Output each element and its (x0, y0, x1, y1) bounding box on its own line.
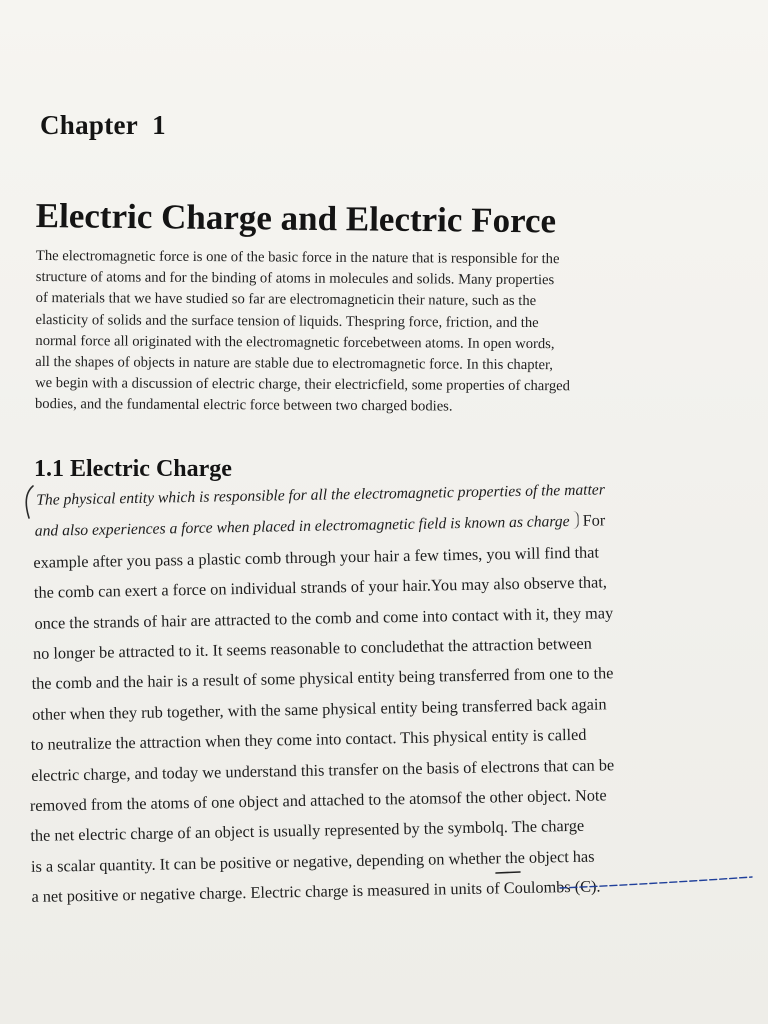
body-line: electric charge, and today we understand this transfer on the basis of electrons that can be (31, 754, 615, 785)
body-line: the comb can exert a force on individual strands of your hair.You may also observe that, (33, 572, 608, 603)
intro-line: structure of atoms and for the binding of atoms in molecules and solids. Many properties (35, 269, 555, 289)
pen-dash-mark-icon (494, 866, 524, 878)
body-line: example after you pass a plastic comb through your hair a few times, you will find that (33, 542, 600, 572)
body-line: to neutralize the attraction when they come into contact. This physical entity is called (30, 724, 587, 755)
chapter-word: Chapter (40, 110, 139, 140)
definition-rest-text: For (578, 510, 606, 531)
intro-line: normal force all originated with the electromagnetic forcebetween atoms. In open words, (35, 332, 555, 352)
body-line: a net positive or negative charge. Electric charge is measured in units of Coulombs (C). (31, 876, 601, 907)
body-line: once the strands of hair are attracted to the comb and come into contact with it, they may (34, 602, 614, 633)
definition-italic-text: and also experiences a force when placed in electromagnetic field is known as charge (34, 513, 570, 541)
intro-line: elasticity of solids and the surface tension of liquids. Thespring force, friction, and the (35, 311, 539, 331)
body-line: the comb and the hair is a result of some physical entity being transferred from one to the (31, 663, 614, 694)
intro-line: bodies, and the fundamental electric force between two charged bodies. (34, 396, 453, 415)
chapter-label (40, 110, 166, 141)
body-line: no longer be attracted to it. It seems reasonable to concludethat the attraction between (32, 633, 592, 663)
body-line: is a scalar quantity. It can be positive or negative, depending on whether the object has (30, 846, 595, 876)
body-line: other when they rub together, with the same physical entity being transferred back again (32, 694, 607, 724)
body-line: removed from the atoms of one object and attached to the atomsof the other object. Note (29, 785, 607, 816)
pen-underline-icon (556, 874, 756, 894)
intro-line: of materials that we have studied so far are electromagneticin their nature, such as the (35, 290, 537, 310)
chapter-title: Electric Charge and Electric Force (35, 196, 557, 241)
chapter-number: 1 (152, 110, 166, 140)
section-heading: 1.1 Electric Charge (34, 456, 232, 482)
intro-line: The electromagnetic force is one of the basic force in the nature that is responsible for the (35, 247, 560, 268)
intro-paragraph (35, 246, 716, 420)
intro-line: all the shapes of objects in nature are stable due to electromagnetic force. In this chapter, (35, 354, 554, 374)
section-body (24, 472, 768, 912)
definition-line: The physical entity which is responsible for all the electromagnetic properties of the matter (36, 481, 605, 509)
body-line: the net electric charge of an object is usually represented by the symbolq. The charge (30, 816, 585, 846)
intro-line: we begin with a discussion of electric charge, their electricfield, some properties of charged (35, 375, 570, 395)
